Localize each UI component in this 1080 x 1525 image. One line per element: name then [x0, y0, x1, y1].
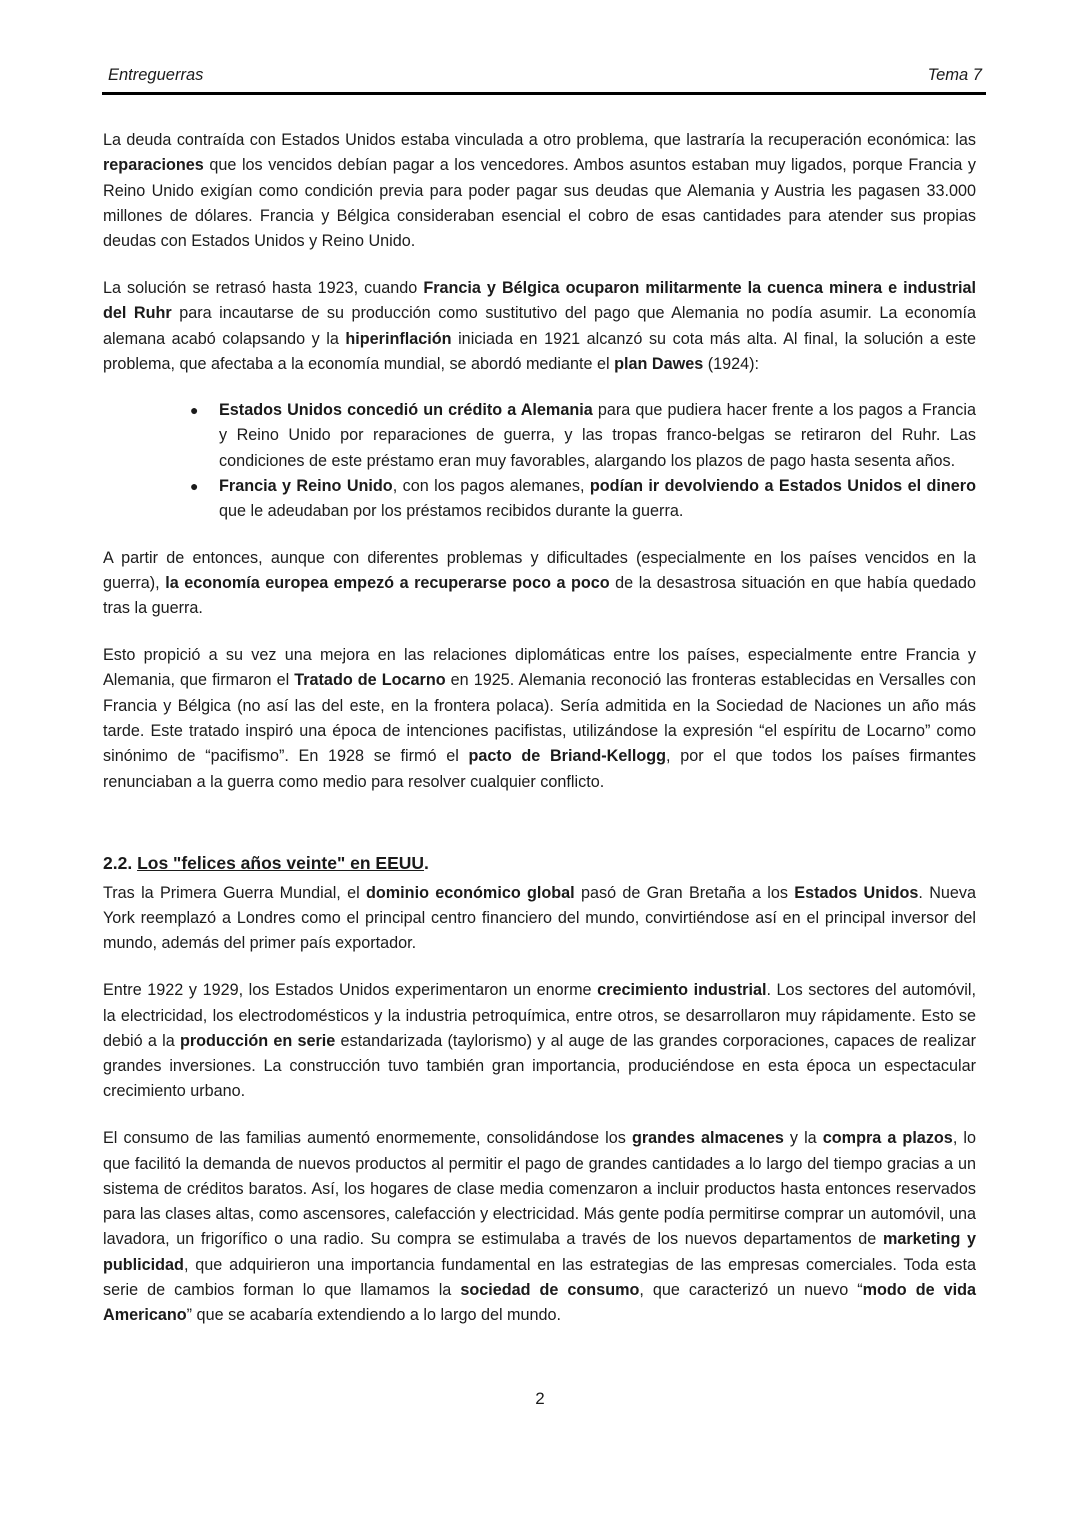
bullet-icon: ● [190, 478, 199, 495]
paragraph-us-dominance [103, 881, 976, 957]
paragraph-reparations [103, 128, 976, 254]
text-run: La solución se retrasó hasta 1923, cuando [103, 278, 424, 297]
paragraph-consumer-society [103, 1126, 976, 1328]
bold-run: Francia y Reino Unido [219, 477, 393, 496]
header-chapter-title: Entreguerras [108, 66, 204, 84]
text-run: , con los pagos alemanes, [392, 477, 590, 496]
text-run: y la [783, 1129, 823, 1148]
bold-run: Francia y Bélgica ocuparon militarmente la cuenca minera e industrial del Ruhr [103, 278, 976, 323]
bold-run: marketing y publicidad [103, 1230, 976, 1274]
list-item [190, 398, 976, 474]
bold-run: crecimiento industrial [597, 981, 767, 1000]
bold-run: la economía europea empezó a recuperarse poco a poco [165, 573, 610, 592]
section-heading [103, 850, 976, 876]
page-header [102, 64, 986, 95]
text-run: , por el que todos los países firmantes renunciaban a la guerra como medio para resolver cualquier conflicto. [103, 747, 976, 791]
list-item [190, 474, 976, 525]
section-title: Los "felices años veinte" en EEUU [137, 852, 425, 873]
bold-run: Estados Unidos concedió un crédito a Alemania [219, 401, 593, 420]
text-run: que los vencidos debían pagar a los vencedores. Ambos asuntos estaban muy ligados, porque Francia y Reino Unido exigían como condición previa para poder pagar sus deudas que Alemania y Austria les pagasen 33.000 millones de dólares. Francia y Bélgica consideraban esencial el cobro de esas cantidades para atender sus propias deudas con Estados Unidos y Reino Unido. [103, 156, 976, 251]
section-number: 2.2. [103, 852, 138, 873]
bold-run: compra a plazos [822, 1129, 953, 1148]
text-run: ” que se acabaría extendiendo a lo largo del mundo. [186, 1306, 562, 1325]
header-topic: Tema 7 [927, 66, 982, 84]
bold-run: plan Dawes [614, 354, 704, 373]
page-number: 2 [535, 1389, 545, 1408]
text-run: Entre 1922 y 1929, los Estados Unidos experimentaron un enorme [103, 981, 598, 1000]
paragraph-ruhr [103, 276, 976, 377]
bold-run: Estados Unidos [794, 883, 919, 902]
text-run: para que pudiera hacer frente a los pagos a Francia y Reino Unido por reparaciones de guerra, y las tropas franco-belgas se retiraron del Ruhr. Las condiciones de este préstamo eran muy favorables, alargando los plazos de pago hasta sesenta años. [219, 401, 976, 470]
bold-run: pacto de Briand-Kellogg [468, 747, 667, 766]
text-run: en 1925. Alemania reconoció las fronteras establecidas en Versalles con Francia y Bélgica (no así las del este, en la frontera polaca). Sería admitida en la Sociedad de Naciones un año más tarde. Este tratado inspiró una época de intenciones pacifistas, utilizándose la expresión “el espíritu de Locarno” como sinónimo de “pacifismo”. En 1928 se firmó el [103, 671, 976, 766]
paragraph-locarno [103, 643, 976, 795]
text-run: de la desastrosa situación en que había quedado tras la guerra. [103, 573, 976, 618]
text-run: . Los sectores del automóvil, la electricidad, los electrodomésticos y la industria petroquímica, entre otros, se desarrollaron muy rápidamente. Esto se debió a la [103, 981, 976, 1050]
text-run: . Nueva York reemplazó a Londres como el principal centro financiero del mundo, convirtiéndose así en el principal inversor del mundo, además del primer país exportador. [103, 883, 976, 953]
text-run: El consumo de las familias aumentó enormemente, consolidándose los [103, 1129, 632, 1148]
text-run: (1924): [703, 354, 760, 373]
dawes-plan-list [103, 398, 976, 524]
text-run: La deuda contraída con Estados Unidos estaba vinculada a otro problema, que lastraría la recuperación económica: las [103, 131, 976, 149]
bold-run: podían ir devolviendo a Estados Unidos el dinero [589, 477, 976, 496]
text-run: , lo que facilitó la demanda de nuevos productos al permitir el pago de grandes cantidades a lo largo del tiempo gracias a un sistema de créditos baratos. Así, los hogares de clase media comenzaron a incluir productos hasta entonces reservados para las clases altas, como ascensores, calefacción y electricidad. Más gente podía permitirse comprar un automóvil, una lavadora, un frigorífico o una radio. Su compra se estimulaba a través de los nuevos departamentos de [103, 1129, 976, 1249]
bold-run: reparaciones [103, 156, 204, 175]
paragraph-recovery [103, 546, 976, 622]
text-run: , que caracterizó un nuevo “ [639, 1280, 863, 1299]
bold-run: producción en serie [179, 1031, 336, 1050]
bold-run: dominio económico global [366, 883, 575, 902]
text-run: Esto propició a su vez una mejora en las relaciones diplomáticas entre los países, especialmente entre Francia y Alemania, que firmaron el [103, 646, 976, 690]
text-run: que le adeudaban por los préstamos recibidos durante la guerra. [219, 502, 684, 521]
text-run: A partir de entonces, aunque con diferentes problemas y dificultades (especialmente en los países vencidos en la guerra), [103, 548, 976, 592]
text-run: , que adquirieron una importancia fundamental en las estrategias de las empresas comerciales. Toda esta serie de cambios forman lo que llamamos la [103, 1255, 976, 1299]
bold-run: Tratado de Locarno [294, 671, 446, 690]
bold-run: hiperinflación [345, 329, 452, 348]
text-run: pasó de Gran Bretaña a los [574, 883, 795, 902]
bold-run: grandes almacenes [631, 1129, 784, 1148]
text-run: estandarizada (taylorismo) y al auge de las grandes corporaciones, capaces de realizar grandes inversiones. La construcción tuvo también gran importancia, produciéndose en esta época un espectacular crecimiento urbano. [103, 1031, 976, 1101]
bold-run: modo de vida Americano [103, 1280, 976, 1325]
bullet-icon: ● [190, 402, 199, 419]
text-run: iniciada en 1921 alcanzó su cota más alta. Al final, la solución a este problema, que afectaba a la economía mundial, se abordó mediante el [103, 329, 976, 373]
paragraph-industrial-growth [103, 978, 976, 1104]
bold-run: sociedad de consumo [460, 1280, 640, 1299]
document-body [103, 128, 976, 1329]
text-run: para incautarse de su producción como sustitutivo del pago que Alemania no podía asumir. La economía alemana acabó colapsando y la [103, 304, 977, 348]
section-title-period: . [424, 852, 429, 873]
text-run: Tras la Primera Guerra Mundial, el [103, 883, 367, 902]
